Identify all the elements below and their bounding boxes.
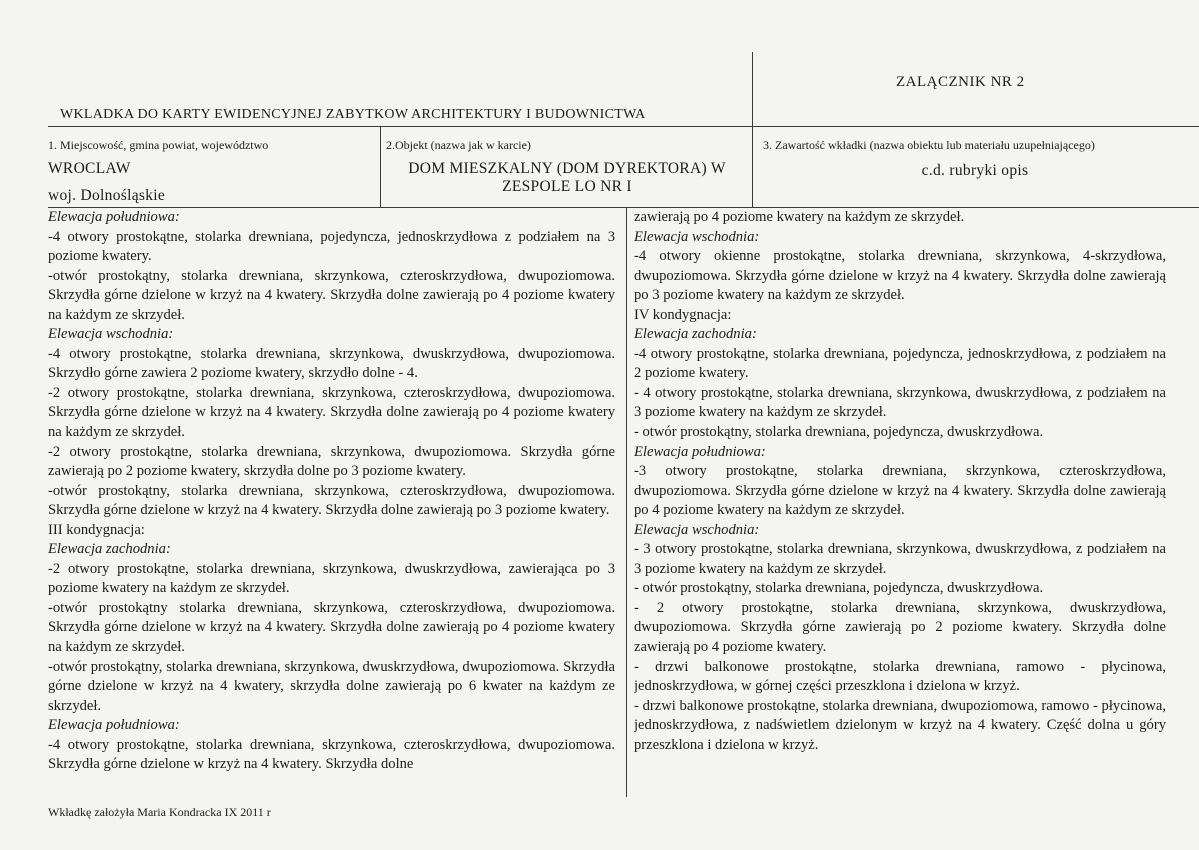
description-paragraph: IV kondygnacja: [634, 306, 732, 323]
locality-value: WROCLAW [48, 160, 131, 177]
elevation-heading: Elewacja wschodnia: [634, 228, 760, 245]
description-paragraph: -otwór prostokątny, stolarka drewniana, skrzynkowa, dwuskrzydłowa, dwupoziomowa. Skrzydła górne dzielone w krzyż na 4 kwatery, skrzydła dolne zawierają po 6 kwater na każdym ze skrzydeł. [48, 658, 615, 714]
description-paragraph: - otwór prostokątny, stolarka drewniana, pojedyncza, dwuskrzydłowa. [634, 580, 1044, 597]
elevation-heading: Elewacja południowa: [48, 209, 180, 225]
description-paragraph: - drzwi balkonowe prostokątne, stolarka drewniana, ramowo - płycinowa, jednoskrzydłowa, w górnej części przeszklona i dzielona w krzyż. [634, 658, 1166, 695]
elevation-heading: Elewacja zachodnia: [48, 541, 171, 558]
object-label: 2.Objekt (nazwa jak w karcie) [386, 138, 531, 152]
elevation-heading: Elewacja południowa: [48, 717, 180, 734]
voivodeship-value: woj. Dolnośląskie [48, 187, 166, 204]
elevation-heading: Elewacja zachodnia: [634, 326, 757, 343]
description-paragraph: -otwór prostokątny, stolarka drewniana, skrzynkowa, czteroskrzydłowa, dwupoziomowa. Skrzydła górne dzielone w krzyż na 4 kwatery. Skrzydła dolne zawierają po 4 poziome kwatery na każdym ze skrzydeł. [48, 267, 615, 323]
description-paragraph: - drzwi balkonowe prostokątne, stolarka drewniana, dwupoziomowa, ramowo - płycinowa, jednoskrzydłowa, z nadświetlem dzielonym w krzyż na 4 kwatery. Część dolna u góry przeszklona i dzielona w krzyż. [634, 697, 1166, 753]
description-paragraph: -otwór prostokątny, stolarka drewniana, skrzynkowa, czteroskrzydłowa, dwupoziomowa. Skrzydła górne dzielone w krzyż na 4 kwatery. Skrzydła dolne zawierają po 3 poziome kwatery. [48, 482, 615, 519]
description-paragraph: - 2 otwory prostokątne, stolarka drewniana, skrzynkowa, dwuskrzydłowa, dwupoziomowa. Skrzydła górne zawierają po 2 poziome kwatery. Skrzydła dolne zawierają po 4 poziome kwatery. [634, 599, 1166, 656]
description-paragraph: zawierają po 4 poziome kwatery na każdym ze skrzydeł. [634, 209, 965, 225]
vertical-rule-top-right [752, 52, 753, 208]
elevation-heading: Elewacja wschodnia: [48, 326, 174, 343]
description-paragraph: -4 otwory prostokątne, stolarka drewniana, pojedyncza, jednoskrzydłowa, z podziałem na 2 poziome kwatery. [634, 345, 1166, 382]
description-paragraph: -3 otwory prostokątne, stolarka drewniana, skrzynkowa, czteroskrzydłowa, dwupoziomowa. Skrzydła górne dzielone w krzyż na 4 kwatery. Skrzydła dolne zawierają po 4 poziome kwatery na każdym ze skrzydeł. [634, 463, 1166, 519]
author-footer: Wkładkę założyła Maria Kondracka IX 2011 r [48, 805, 271, 819]
description-paragraph: -otwór prostokątny stolarka drewniana, skrzynkowa, czteroskrzydłowa, dwupoziomowa. Skrzydła górne dzielone w krzyż na 4 kwatery. Skrzydła dolne zawierają po 4 poziome kwatery na każdym ze skrzydeł. [48, 599, 615, 656]
insert-content-label: 3. Zawartość wkładki (nazwa obiektu lub materiału uzupełniającego) [763, 138, 1095, 152]
locality-label: 1. Miejscowość, gmina powiat, województwo [48, 138, 269, 152]
horizontal-rule-header-top [48, 126, 1199, 127]
elevation-heading: Elewacja południowa: [634, 443, 766, 460]
object-value: DOM MIESZKALNY (DOM DYREKTORA) W ZESPOLE LO NR I [408, 160, 726, 195]
annex-number: ZALĄCZNIK NR 2 [896, 74, 1025, 90]
description-left-column [48, 208, 615, 796]
description-paragraph: - 3 otwory prostokątne, stolarka drewniana, skrzynkowa, dwuskrzydłowa, z podziałem na 3 poziome kwatery na każdym ze skrzydeł. [634, 541, 1166, 577]
description-paragraph: -4 otwory okienne prostokątne, stolarka drewniana, skrzynkowa, 4-skrzydłowa, dwupoziomowa. Skrzydła górne dzielone w krzyż na 4 kwatery. Skrzydła dolne zawierają po 3 poziome kwatery na każdym ze skrzydeł. [634, 248, 1166, 304]
description-paragraph: -4 otwory prostokątne, stolarka drewniana, pojedyncza, jednoskrzydłowa z podziałem na 3 poziome kwatery. [48, 228, 615, 265]
description-paragraph: -2 otwory prostokątne, stolarka drewniana, skrzynkowa, czteroskrzydłowa, dwupoziomowa. Skrzydła górne dzielone w krzyż na 4 kwatery. Skrzydła dolne zawierają po 4 poziome kwatery na każdym ze skrzydeł. [48, 384, 615, 441]
vertical-rule-body-divider [626, 207, 627, 797]
vertical-rule-header-col2 [380, 126, 381, 208]
description-paragraph: -2 otwory prostokątne, stolarka drewniana, skrzynkowa, dwuskrzydłowa, zawierająca po 3 poziome kwatery na każdym ze skrzydeł. [48, 560, 615, 597]
description-paragraph: -4 otwory prostokątne, stolarka drewniana, skrzynkowa, czteroskrzydłowa, dwupoziomowa. Skrzydła górne dzielone w krzyż na 4 kwatery. Skrzydła dolne [48, 736, 615, 773]
description-paragraph: -2 otwory prostokątne, stolarka drewniana, skrzynkowa, dwupoziomowa. Skrzydła górne zawierają po 2 poziome kwatery, skrzydła dolne po 3 poziome kwatery. [48, 443, 615, 480]
description-paragraph: III kondygnacja: [48, 521, 145, 538]
description-paragraph: - 4 otwory prostokątne, stolarka drewniana, skrzynkowa, dwuskrzydłowa, z podziałem na 3 poziome kwatery na każdym ze skrzydeł. [634, 384, 1166, 421]
elevation-heading: Elewacja wschodnia: [634, 521, 760, 538]
document-title: WKLADKA DO KARTY EWIDENCYJNEJ ZABYTKOW ARCHITEKTURY I BUDOWNICTWA [60, 107, 646, 122]
description-paragraph: - otwór prostokątny, stolarka drewniana, pojedyncza, dwuskrzydłowa. [634, 424, 1044, 441]
insert-content-value: c.d. rubryki opis [921, 162, 1029, 179]
description-paragraph: -4 otwory prostokątne, stolarka drewniana, skrzynkowa, dwuskrzydłowa, dwupoziomowa. Skrzydło górne zawiera 2 poziome kwatery, skrzydło dolne - 4. [48, 345, 615, 382]
description-right-column [634, 208, 1166, 796]
